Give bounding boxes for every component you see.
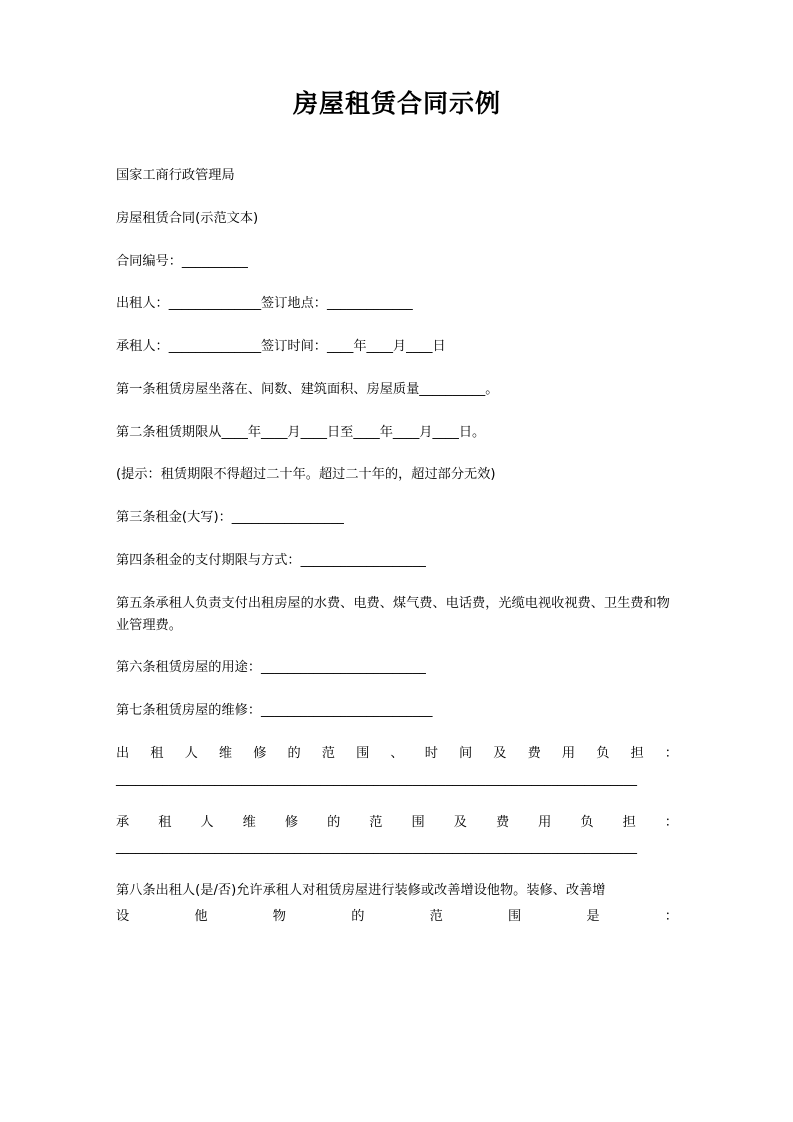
document-body bbox=[116, 0, 678, 928]
paragraph-article-5: 第五条承租人负责支付出租房屋的水费、电费、煤气费、电话费，光缆电视收视费、卫生费和物业管理费。 bbox=[116, 595, 670, 633]
paragraph-article-8: 第八条出租人(是/否)允许承租人对租赁房屋进行装修或改善增设他物。装修、改善增 bbox=[116, 883, 606, 899]
paragraph-tip-1: (提示：租赁期限不得超过二十年。超过二十年的，超过部分无效) bbox=[116, 467, 496, 483]
page-title: 房屋租赁合同示例 bbox=[292, 89, 501, 118]
paragraph-lessor-line: 出租人：______________签订地点：_____________ bbox=[116, 296, 413, 312]
paragraph-article-6: 第六条租赁房屋的用途：_________________________ bbox=[116, 660, 426, 676]
paragraph-doc-name: 房屋租赁合同(示范文本) bbox=[116, 210, 259, 226]
paragraph-article-2: 第二条租赁期限从____年____月____日至____年____月____日。 bbox=[116, 424, 486, 440]
paragraph-article-7-lessor-blank: _______________________________________________________________________________ bbox=[116, 771, 637, 787]
paragraph-contract-number: 合同编号：__________ bbox=[116, 253, 248, 269]
paragraph-article-7-lessor-label: 出租人维修的范围、时间及费用负担： bbox=[116, 745, 678, 761]
paragraph-lessee-line: 承租人：______________签订时间：____年____月____日 bbox=[116, 339, 446, 355]
paragraph-issuer: 国家工商行政管理局 bbox=[116, 168, 235, 183]
paragraph-article-7: 第七条租赁房屋的维修：__________________________ bbox=[116, 703, 433, 719]
paragraph-article-3: 第三条租金(大写)：_________________ bbox=[116, 510, 344, 526]
paragraph-article-4: 第四条租金的支付期限与方式：___________________ bbox=[116, 553, 426, 569]
paragraph-article-7-lessee-blank: _______________________________________________________________________________ bbox=[116, 840, 637, 856]
paragraph-article-1: 第一条租赁房屋坐落在、间数、建筑面积、房屋质量__________。 bbox=[116, 381, 499, 397]
paragraph-article-7-lessee-label: 承租人维修的范围及费用负担： bbox=[116, 814, 678, 830]
paragraph-article-8-cont: 设他物的范围是： bbox=[116, 908, 678, 924]
